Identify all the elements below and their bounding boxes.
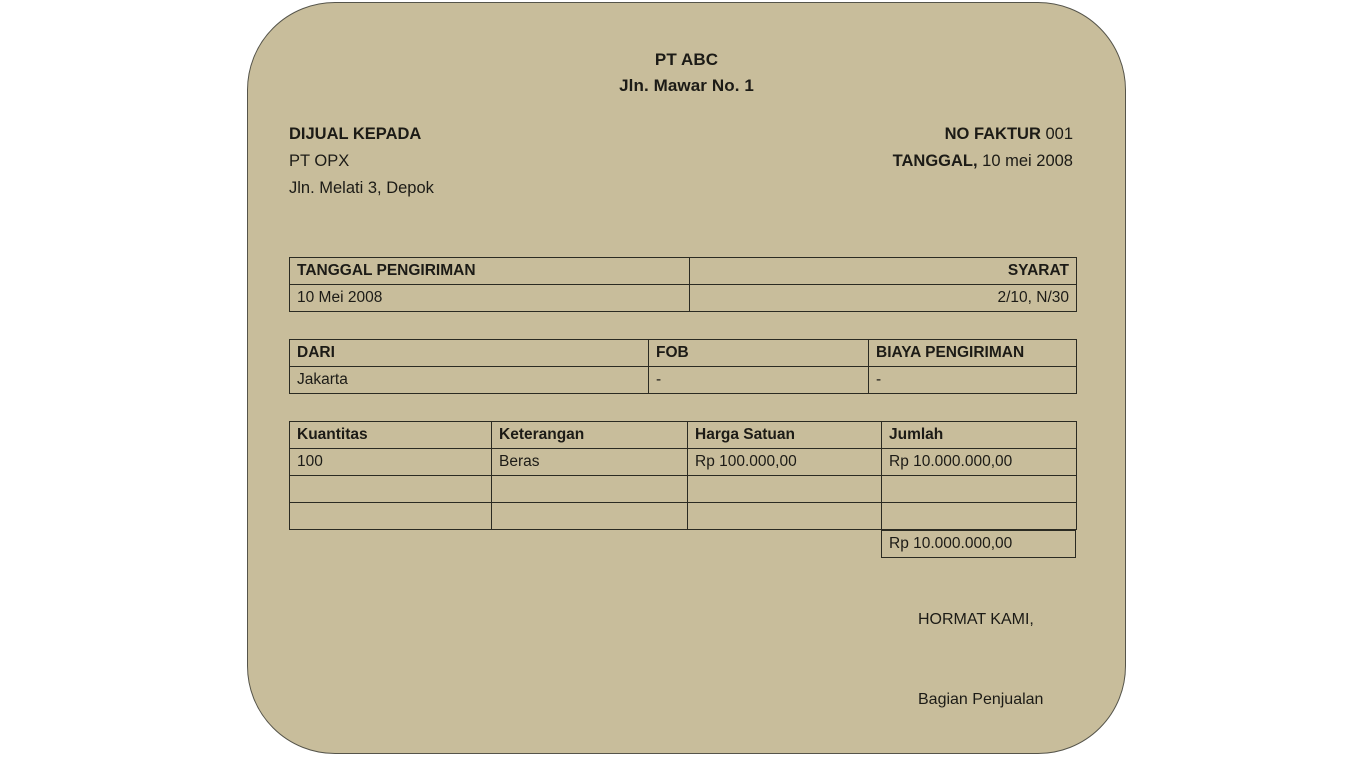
item-unit-price <box>688 476 882 503</box>
table-row <box>290 367 1077 394</box>
unit-price-header: Harga Satuan <box>688 422 882 449</box>
item-description <box>492 503 688 530</box>
item-amount <box>882 476 1077 503</box>
bill-to-customer-name: PT OPX <box>289 152 350 170</box>
terms-header: SYARAT <box>690 258 1077 285</box>
invoice-card <box>247 2 1126 754</box>
item-description: Beras <box>492 449 688 476</box>
item-amount <box>882 503 1077 530</box>
total-amount-cell: Rp 10.000.000,00 <box>881 530 1076 558</box>
item-amount: Rp 10.000.000,00 <box>882 449 1077 476</box>
description-header: Keterangan <box>492 422 688 449</box>
amount-header: Jumlah <box>882 422 1077 449</box>
table-row <box>290 285 1077 312</box>
table-row <box>290 340 1077 367</box>
bill-to-block <box>289 121 434 202</box>
signature-department: Bagian Penjualan <box>918 691 1044 708</box>
terms-value: 2/10, N/30 <box>690 285 1077 312</box>
item-unit-price <box>688 503 882 530</box>
shipping-date-value: 10 Mei 2008 <box>290 285 690 312</box>
quantity-header: Kuantitas <box>290 422 492 449</box>
invoice-date-value: 10 mei 2008 <box>982 152 1073 170</box>
invoice-number-row <box>893 121 1073 148</box>
company-header <box>248 47 1125 99</box>
origin-fob-table <box>289 339 1077 394</box>
bill-to-customer-address: Jln. Melati 3, Depok <box>289 179 434 197</box>
invoice-number-label: NO FAKTUR <box>944 125 1041 143</box>
bill-to-label: DIJUAL KEPADA <box>289 125 422 143</box>
invoice-date-row <box>893 148 1073 175</box>
signature-salutation: HORMAT KAMI, <box>918 611 1034 628</box>
fob-header: FOB <box>649 340 869 367</box>
origin-value: Jakarta <box>290 367 649 394</box>
table-row <box>290 449 1077 476</box>
item-quantity <box>290 503 492 530</box>
invoice-number-value: 001 <box>1045 125 1073 143</box>
shipping-date-header: TANGGAL PENGIRIMAN <box>290 258 690 285</box>
company-address: Jln. Mawar No. 1 <box>619 76 754 95</box>
item-unit-price: Rp 100.000,00 <box>688 449 882 476</box>
item-description <box>492 476 688 503</box>
shipping-cost-value: - <box>869 367 1077 394</box>
fob-value: - <box>649 367 869 394</box>
origin-header: DARI <box>290 340 649 367</box>
item-quantity <box>290 476 492 503</box>
invoice-meta-block <box>893 121 1073 175</box>
company-name: PT ABC <box>654 50 719 69</box>
item-quantity: 100 <box>290 449 492 476</box>
invoice-date-label: TANGGAL, <box>892 152 978 170</box>
line-items-table <box>289 421 1077 530</box>
table-row <box>290 476 1077 503</box>
table-row <box>290 258 1077 285</box>
table-header-row <box>290 422 1077 449</box>
shipping-cost-header: BIAYA PENGIRIMAN <box>869 340 1077 367</box>
table-row <box>290 503 1077 530</box>
shipping-terms-table <box>289 257 1077 312</box>
